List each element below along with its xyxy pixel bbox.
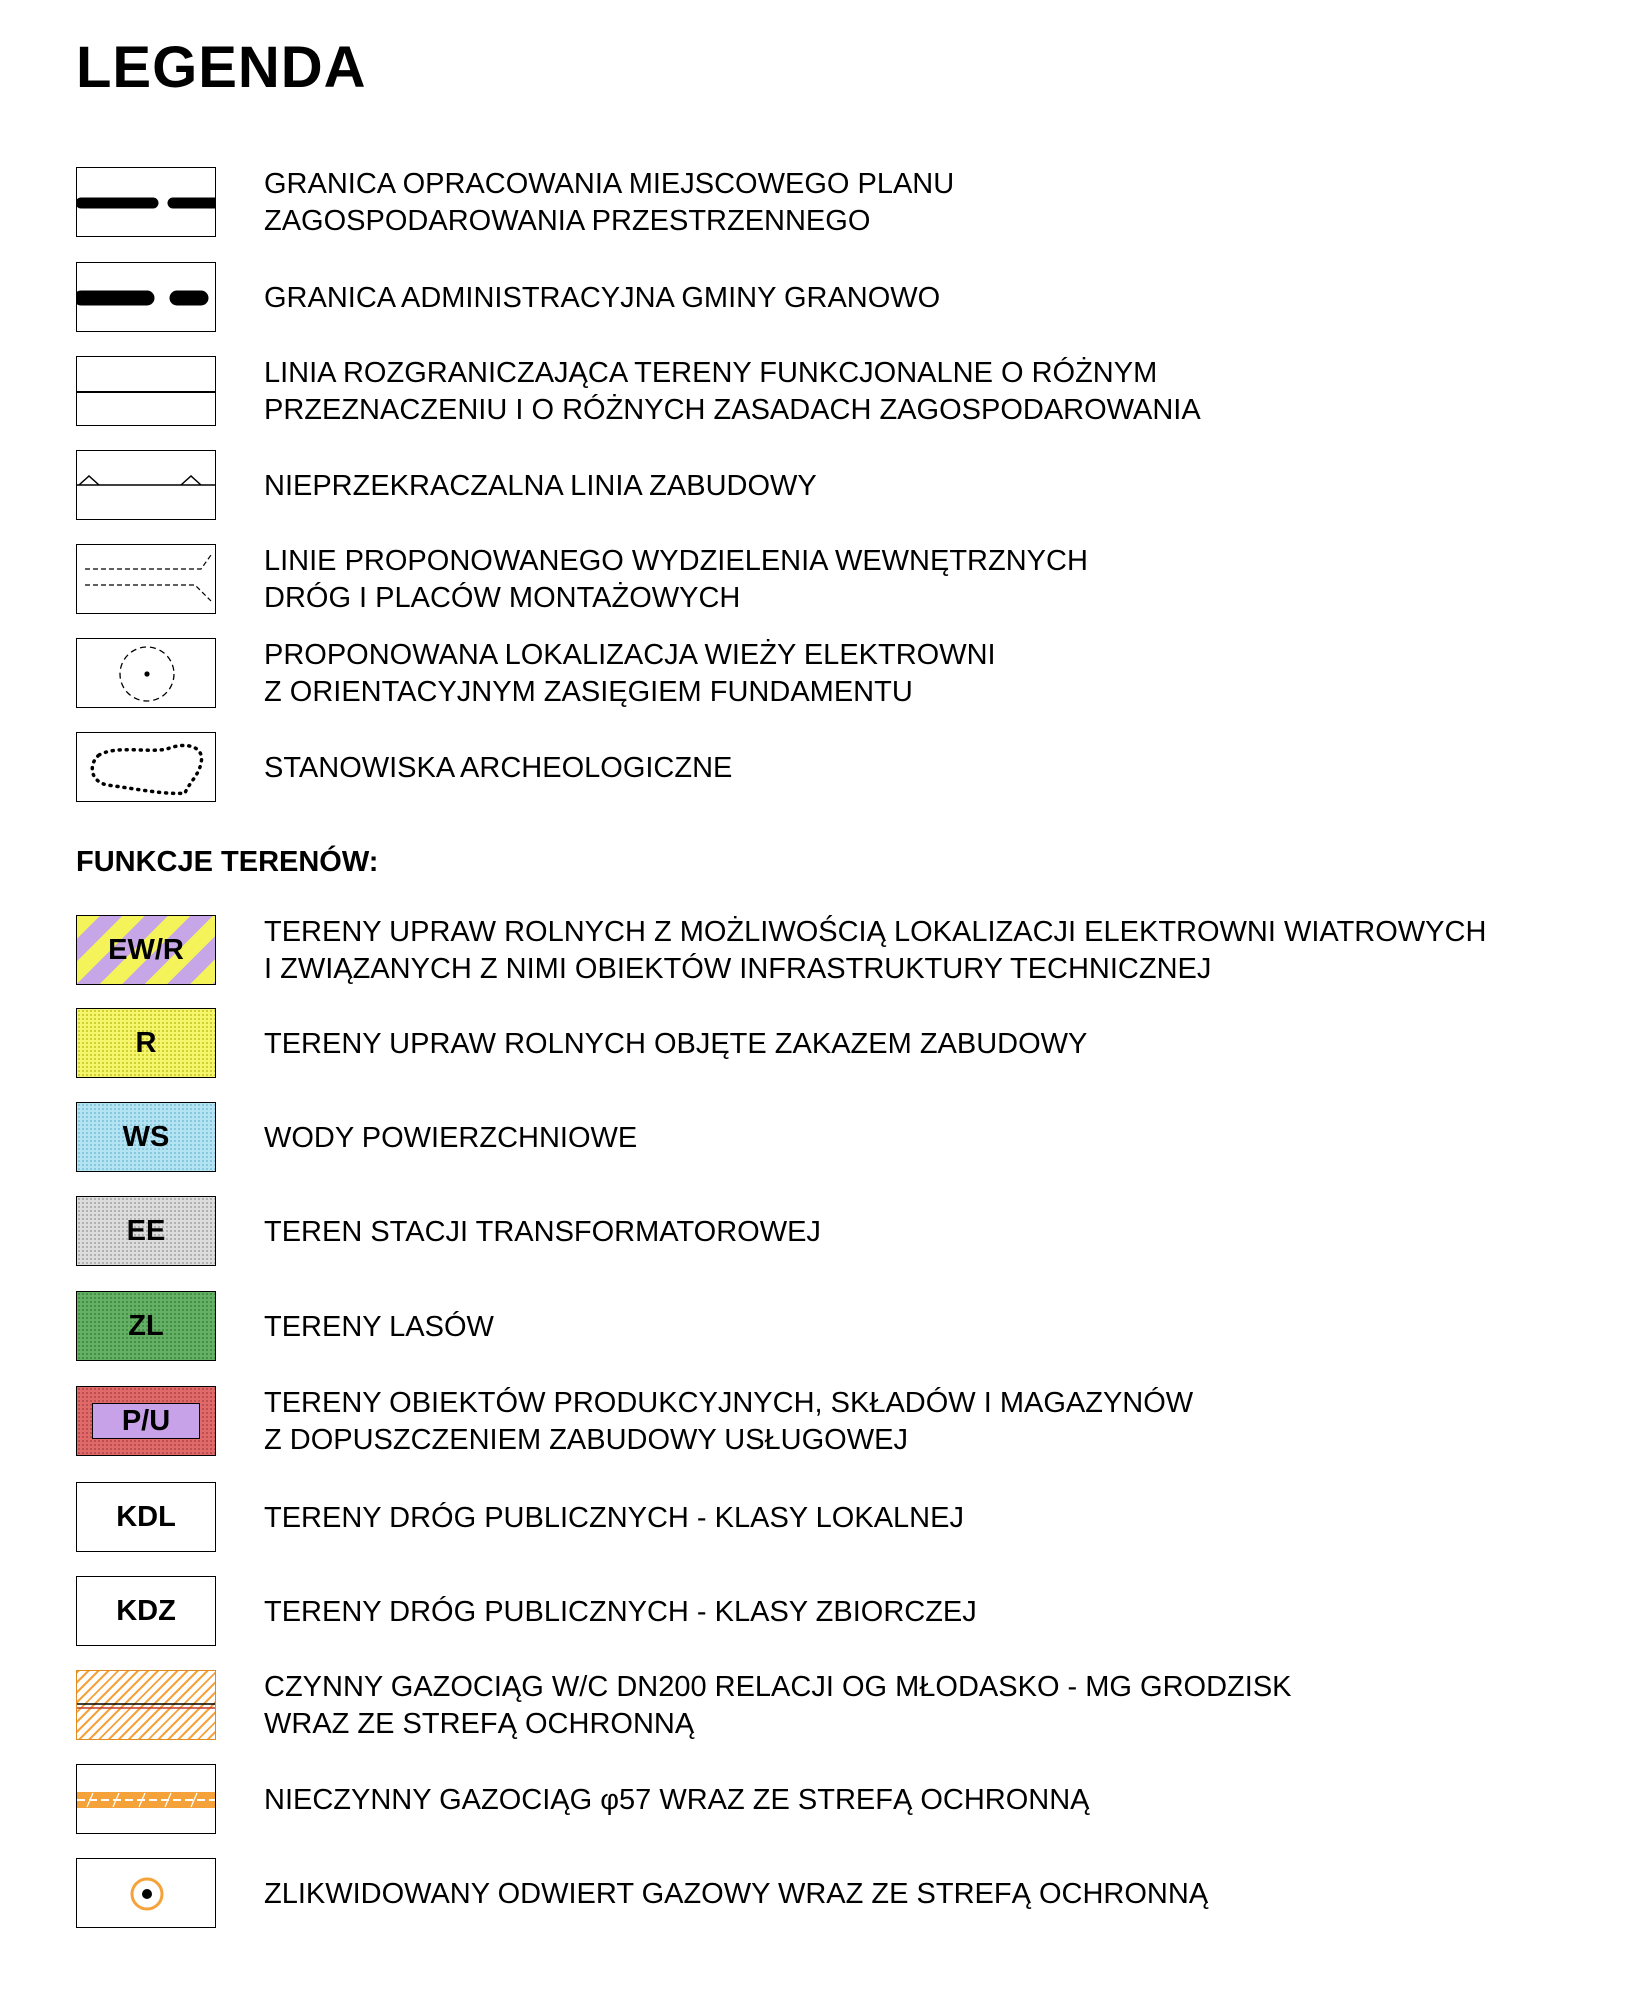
pu-symbol [76, 1386, 216, 1456]
legend-description: GRANICA OPRACOWANIA MIEJSCOWEGO PLANU ZAGOSPODAROWANIA PRZESTRZENNEGO [264, 168, 955, 237]
zone-code: P/U [121, 1404, 171, 1437]
legend-description: WODY POWIERZCHNIOWE [264, 1121, 638, 1154]
legend-item-kdl [76, 1482, 1636, 1554]
legend-description: ZLIKWIDOWANY ODWIERT GAZOWY WRAZ ZE STREFĄ OCHRONNĄ [264, 1877, 1209, 1910]
ee-symbol [76, 1196, 216, 1266]
demarcation-line-symbol [76, 356, 216, 426]
legend-title: LEGENDA [76, 35, 367, 100]
legend-description: STANOWISKA ARCHEOLOGICZNE [264, 751, 733, 784]
dotted-outline-icon [77, 733, 216, 802]
pu-inner-box [92, 1403, 200, 1439]
plan-boundary-symbol [76, 167, 216, 237]
admin-boundary-symbol [76, 262, 216, 332]
legend-description: NIEPRZEKRACZALNA LINIA ZABUDOWY [264, 469, 817, 502]
thick-dashed-line-icon [77, 168, 216, 237]
gas-well-target-icon [77, 1859, 216, 1928]
zone-code: WS [122, 1120, 170, 1153]
dashed-circle-dot-icon [77, 639, 216, 708]
legend-description: GRANICA ADMINISTRACYJNA GMINY GRANOWO [264, 281, 941, 314]
legend-description: LINIE PROPONOWANEGO WYDZIELENIA WEWNĘTRZNYCH DRÓG I PLACÓW MONTAŻOWYCH [264, 545, 1088, 614]
zone-code: KDL [116, 1500, 176, 1533]
legend-description: TERENY UPRAW ROLNYCH OBJĘTE ZAKAZEM ZABUDOWY [264, 1027, 1088, 1060]
legend-item-admin-boundary [76, 262, 1636, 334]
archaeological-sites-symbol [76, 732, 216, 802]
legend-description: TEREN STACJI TRANSFORMATOROWEJ [264, 1215, 821, 1248]
legend-item-building-line [76, 450, 1636, 522]
legend-description: TERENY UPRAW ROLNYCH Z MOŻLIWOŚCIĄ LOKALIZACJI ELEKTROWNI WIATROWYCH I ZWIĄZANYCH Z NIMI OBIEKTÓW INFRASTRUKTURY TECHNICZNEJ [264, 916, 1487, 985]
legend-item-ws [76, 1102, 1636, 1174]
legend-item-ee [76, 1196, 1636, 1268]
legend-item-archaeological-sites [76, 732, 1636, 804]
gas-inactive-symbol [76, 1764, 216, 1834]
legend-description: TERENY DRÓG PUBLICZNYCH - KLASY ZBIORCZEJ [264, 1595, 977, 1628]
legend-item-zl [76, 1291, 1636, 1363]
gas-well-symbol [76, 1858, 216, 1928]
gas-active-symbol [76, 1670, 216, 1740]
dashed-road-lines-icon [77, 545, 216, 614]
kdz-symbol [76, 1576, 216, 1646]
legend-item-internal-roads [76, 544, 1636, 616]
legend-item-tower-location [76, 638, 1636, 710]
legend-description: NIECZYNNY GAZOCIĄG φ57 WRAZ ZE STREFĄ OCHRONNĄ [264, 1783, 1090, 1816]
zone-code: R [135, 1026, 157, 1059]
legend-item-r [76, 1008, 1636, 1080]
legend-item-demarcation-line [76, 356, 1636, 428]
inactive-gas-pipeline-icon [77, 1765, 216, 1834]
legend-item-ewr [76, 915, 1636, 987]
legend-description: TERENY OBIEKTÓW PRODUKCYJNYCH, SKŁADÓW I MAGAZYNÓW Z DOPUSZCZENIEM ZABUDOWY USŁUGOWEJ [264, 1387, 1194, 1456]
gas-pipeline-line-icon [77, 1671, 216, 1740]
dash-dot-boundary-icon [77, 263, 216, 332]
section-heading-land-functions: FUNKCJE TERENÓW: [76, 846, 379, 878]
legend-item-plan-boundary [76, 167, 1636, 239]
zone-code: EE [126, 1214, 166, 1247]
ws-symbol [76, 1102, 216, 1172]
legend-description: LINIA ROZGRANICZAJĄCA TERENY FUNKCJONALNE O RÓŻNYM PRZEZNACZENIU I O RÓŻNYCH ZASADACH ZAGOSPODAROWANIA [264, 357, 1201, 426]
legend-item-gas-active [76, 1670, 1636, 1742]
ewr-symbol [76, 915, 216, 985]
legend-description: CZYNNY GAZOCIĄG W/C DN200 RELACJI OG MŁODASKO - MG GRODZISK WRAZ ZE STREFĄ OCHRONNĄ [264, 1671, 1292, 1740]
zone-code: EW/R [108, 933, 184, 966]
legend-item-pu [76, 1386, 1636, 1458]
building-line-symbol [76, 450, 216, 520]
legend-description: TERENY LASÓW [264, 1310, 494, 1343]
zone-code: ZL [128, 1309, 164, 1342]
zl-symbol [76, 1291, 216, 1361]
r-symbol [76, 1008, 216, 1078]
legend-item-gas-well [76, 1858, 1636, 1930]
legend-item-kdz [76, 1576, 1636, 1648]
building-line-icon [77, 451, 216, 520]
legend-item-gas-inactive [76, 1764, 1636, 1836]
tower-location-symbol [76, 638, 216, 708]
zone-code: KDZ [116, 1594, 176, 1627]
legend-description: TERENY DRÓG PUBLICZNYCH - KLASY LOKALNEJ [264, 1501, 964, 1534]
kdl-symbol [76, 1482, 216, 1552]
solid-line-icon [77, 357, 216, 426]
internal-roads-symbol [76, 544, 216, 614]
legend-description: PROPONOWANA LOKALIZACJA WIEŻY ELEKTROWNI Z ORIENTACYJNYM ZASIĘGIEM FUNDAMENTU [264, 639, 996, 708]
